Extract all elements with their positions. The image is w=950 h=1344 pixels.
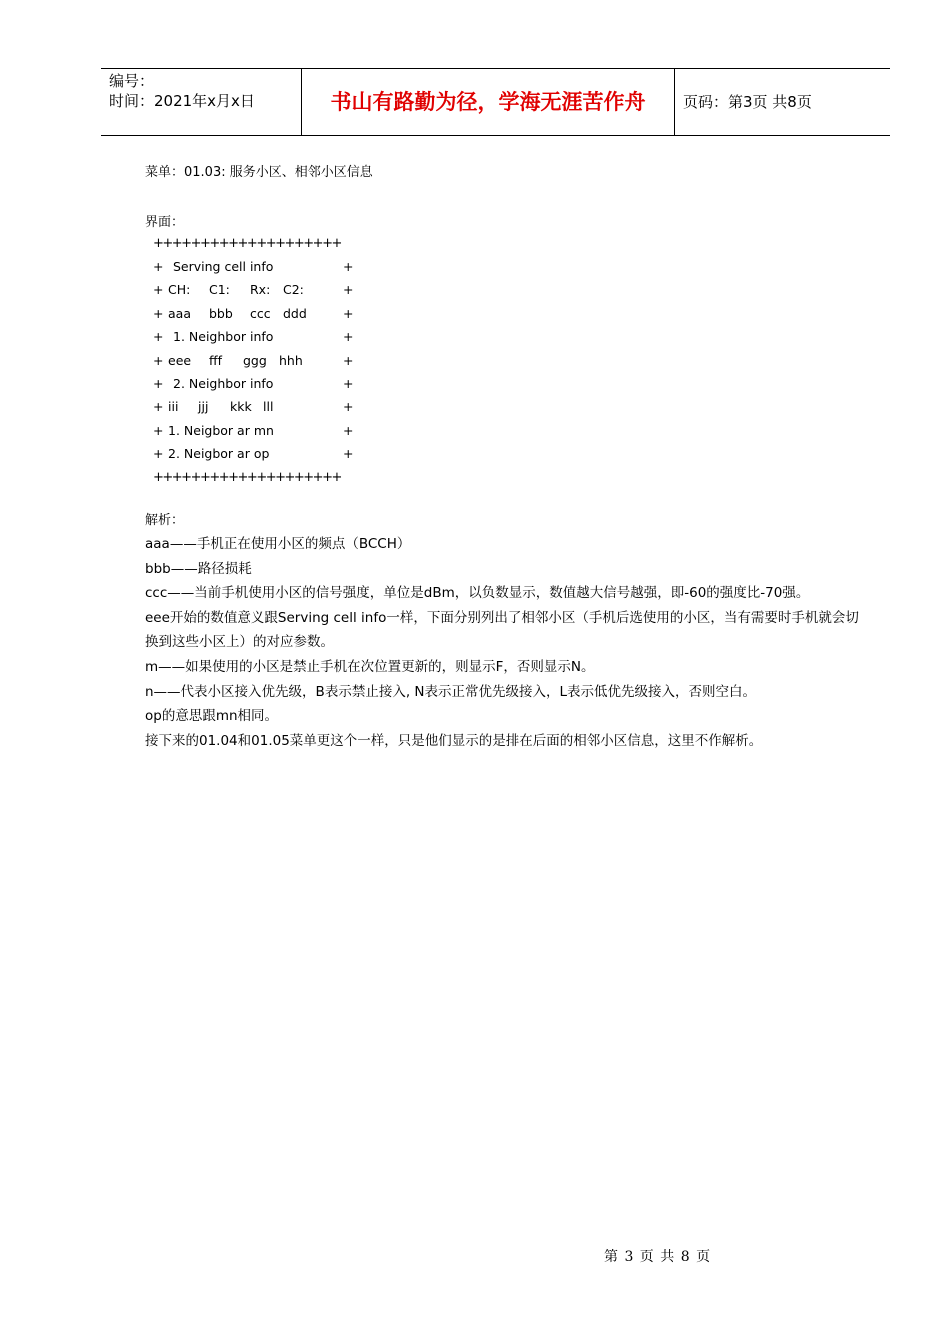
screen-row-right-plus: + <box>343 259 354 274</box>
screen-cell: 1. Neighbor info <box>173 329 274 345</box>
screen-border-bottom: ++++++++++++++++++++ <box>153 469 341 485</box>
screen-row-left-plus: + <box>153 446 164 462</box>
analysis-paragraph: op的意思跟mn相同。 <box>145 708 279 725</box>
screen-cell: aaa <box>168 305 191 321</box>
screen-row-left-plus: + <box>153 282 164 298</box>
screen-cell: C1: <box>209 282 230 298</box>
header-page-info: 页码：第3页 共8页 <box>683 93 812 111</box>
screen-row <box>153 395 363 418</box>
screen-cell: Rx: <box>250 282 271 298</box>
screen-row <box>153 372 363 395</box>
screen-cell: kkk <box>230 399 252 415</box>
screen-row-right-plus: + <box>343 329 354 345</box>
header-motto: 书山有路勤为径，学海无涯苦作舟 <box>302 69 675 135</box>
screen-cell: CH: <box>168 282 191 298</box>
screen-row <box>153 325 363 348</box>
screen-row <box>153 442 363 465</box>
screen-row-right-plus: + <box>343 399 354 415</box>
time-label: 时间：2021年x月x日 <box>109 92 255 110</box>
page-header <box>101 68 890 136</box>
interface-label: 界面： <box>145 215 185 230</box>
analysis-paragraph: aaa——手机正在使用小区的频点（BCCH） <box>145 536 411 552</box>
screen-cell: ddd <box>283 305 307 321</box>
screen-cell: fff <box>209 352 223 368</box>
screen-row-right-plus: + <box>343 282 354 298</box>
header-meta <box>101 69 302 135</box>
analysis-paragraph: eee开始的数值意义跟Serving cell info一样，下面分别列出了相邻小区（手机后选使用的小区，当有需要时手机就会切换到这些小区上）的对应参数。 <box>145 609 859 651</box>
screen-cell: eee <box>168 352 192 368</box>
screen-cell: 2. Neighbor info <box>173 375 274 391</box>
screen-row-left-plus: + <box>153 352 164 368</box>
screen-row-right-plus: + <box>343 375 354 391</box>
screen-row <box>153 419 363 442</box>
screen-cell: ccc <box>250 305 271 321</box>
menu-line: 菜单：01.03: 服务小区、相邻小区信息 <box>145 165 373 180</box>
screen-row-left-plus: + <box>153 422 164 438</box>
page-footer: 第 3 页 共 8 页 <box>604 1249 712 1265</box>
phone-screen-mockup <box>153 232 363 489</box>
screen-row-right-plus: + <box>343 446 354 462</box>
screen-cell: 2. Neigbor ar op <box>168 446 270 462</box>
screen-cell: 1. Neigbor ar mn <box>168 422 274 438</box>
screen-cell: bbb <box>209 305 233 321</box>
screen-row-right-plus: + <box>343 352 354 368</box>
code-label: 编号： <box>109 72 155 90</box>
screen-row-left-plus: + <box>153 329 164 345</box>
screen-row <box>153 349 363 372</box>
analysis-paragraph: bbb——路径损耗 <box>145 560 252 577</box>
screen-row-left-plus: + <box>153 305 164 321</box>
screen-cell: lll <box>263 399 274 415</box>
analysis-paragraph: 接下来的01.04和01.05菜单更这个一样，只是他们显示的是排在后面的相邻小区信息，这里不作解析。 <box>145 732 763 749</box>
analysis-body <box>145 532 865 753</box>
analysis-paragraph: n——代表小区接入优先级，B表示禁止接入, N表示正常优先级接入，L表示低优先级接入，否则空白。 <box>145 683 757 700</box>
screen-cell: C2: <box>283 282 304 298</box>
screen-cell: Serving cell info <box>173 259 274 274</box>
screen-row-right-plus: + <box>343 422 354 438</box>
screen-row-left-plus: + <box>153 259 164 274</box>
screen-cell: jjj <box>198 399 209 415</box>
screen-row-right-plus: + <box>343 305 354 321</box>
screen-border-top: ++++++++++++++++++++ <box>153 236 341 251</box>
screen-cell: iii <box>168 399 179 415</box>
analysis-label: 解析： <box>145 513 185 528</box>
screen-cell: hhh <box>279 352 303 368</box>
screen-row <box>153 302 363 325</box>
screen-row <box>153 255 363 278</box>
screen-row-left-plus: + <box>153 399 164 415</box>
analysis-paragraph: ccc——当前手机使用小区的信号强度，单位是dBm，以负数显示，数值越大信号越强，即-60的强度比-70强。 <box>145 585 810 602</box>
screen-row <box>153 278 363 301</box>
screen-row-left-plus: + <box>153 375 164 391</box>
screen-cell: ggg <box>243 352 267 368</box>
analysis-paragraph: m——如果使用的小区是禁止手机在次位置更新的，则显示F，否则显示N。 <box>145 658 595 675</box>
